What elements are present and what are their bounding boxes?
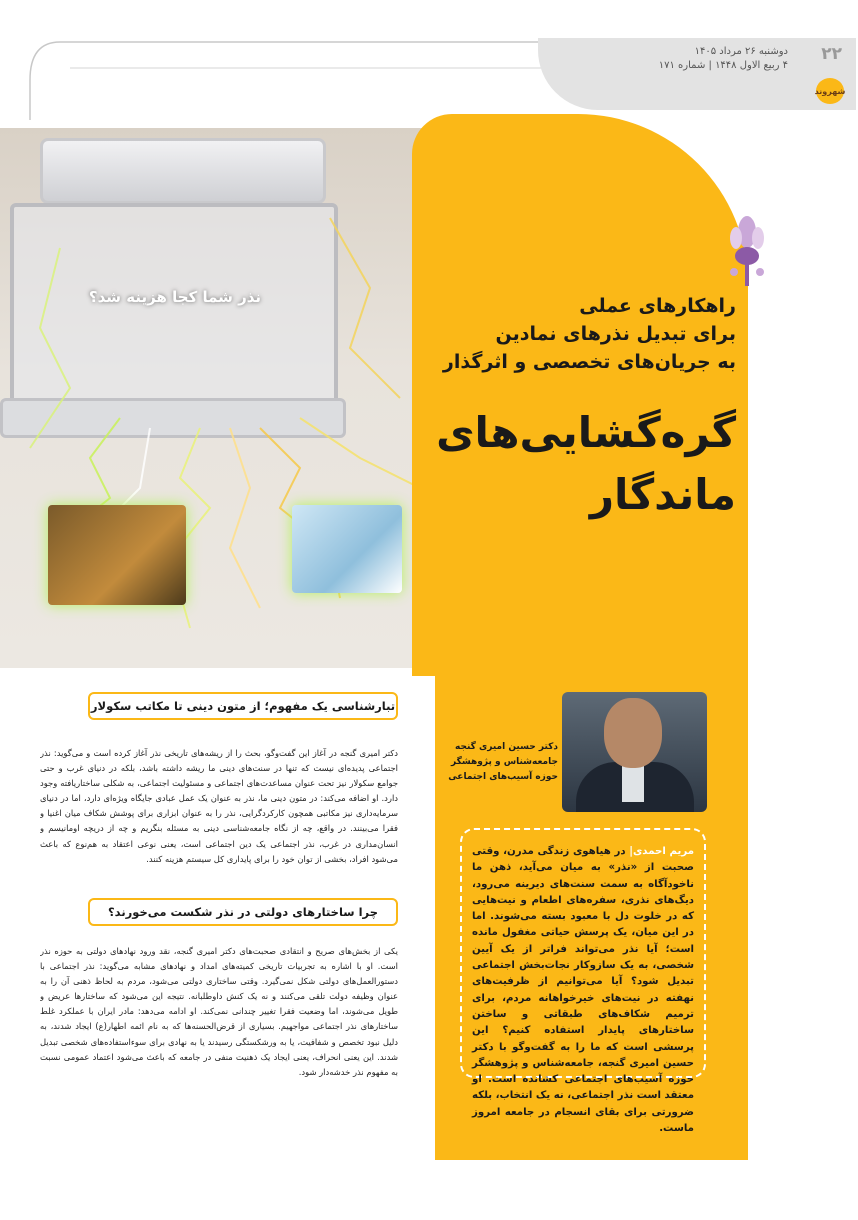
header-decorative-curve bbox=[20, 30, 580, 120]
title-panel bbox=[412, 114, 748, 676]
article-headline bbox=[436, 402, 736, 526]
headline-line: ماندگار bbox=[589, 470, 736, 519]
section-heading-text: تبارشناسی یک مفهوم؛ از متون دینی تا مکاتب سکولار bbox=[90, 699, 396, 713]
logo-text: شهروند bbox=[814, 86, 846, 96]
page-number: ۲۲ bbox=[821, 44, 842, 64]
publication-logo bbox=[816, 78, 844, 104]
article-subtitle bbox=[436, 292, 736, 376]
portrait-shirt bbox=[622, 764, 644, 802]
interviewee-role: جامعه‌شناس و پژوهشگر bbox=[451, 757, 558, 767]
lead-text: در هیاهوی زندگی مدرن، وقتی صحبت از «نذر» به میان می‌آید، ذهن ما ناخودآگاه به سمت سنت‌های دیرینه می‌رود، دیگ‌های نذری، سفره‌های اطعام و نیت‌هایی که در خلوت دل با معبود بسته می‌شوند. اما در این میان، یک پرسش حیاتی مغفول مانده است؛ آیا نذر می‌تواند فراتر از یک آیین شخصی، به یک سازوکار نجات‌بخش اجتماعی تبدیل شود؟ آیا می‌توانیم از ظرفیت‌های نهفته در نیت‌های خیرخواهانه مردم، برای ترمیم شکاف‌های طبقاتی و ساختن ساختارهای پایدار استفاده کنیم؟ این پرسشی است که ما را به گفت‌وگو با دکتر حسین امیری گنجه، جامعه‌شناس و پژوهشگر حوزه آسیب‌های اجتماعی کشانده است. او معتقد است نذر اجتماعی، نه یک انتخاب، بلکه ضرورتی برای بقای انسجام در جامعه امروز ماست. bbox=[471, 846, 694, 1135]
section-heading-state-structures bbox=[88, 898, 398, 926]
floral-ornament-icon bbox=[722, 212, 772, 290]
interviewee-portrait bbox=[562, 692, 707, 812]
section-body-genealogy: دکتر امیری گنجه در آغاز این گفت‌وگو، بحث را از ریشه‌های تاریخی نذر آغاز کرده است و می‌گوید: نذر اجتماعی پدیده‌ای نیست که تنها در سنت‌های دینی ما ریشه داشته باشد، بلکه در دنیای غرب و حتی جوامع سکولار نیز تحت عنوان مساعدت‌های اجتماعی و مسئولیت اجتماعی، به شکلی ساختاریافته وجود دارد. او اضافه می‌کند: در متون دینی ما، نذر به عنوان یک عمل عبادی جایگاه ویژه‌ای دارد، اما در دنیای سرمایه‌داری نیز مکاتبی همچون کارکردگرایی، نذر را به عنوان ابزاری برای پوشش شکاف میان اغنیا و فقرا می‌بینند. در واقع، چه از نگاه جامعه‌شناسی دینی به مسئله بنگریم و چه از دریچه اومانیسم و انسان‌مداری در غرب، نذر اجتماعی یک دین اجتماعی است، یعنی نوعی اعتقاد به هم‌نوع که باعث می‌شود افراد، بخشی از توان خود را برای پایداری کل سیستم هزینه کنند. bbox=[40, 748, 398, 864]
subtitle-line: به جریان‌های تخصصی و اثرگذار bbox=[442, 351, 736, 373]
section-heading-text: چرا ساختارهای دولتی در نذر شکست می‌خورند؟ bbox=[108, 905, 378, 919]
page-bottom-margin bbox=[0, 1160, 858, 1220]
box-caption: نذر شما کجا هزینه شد؟ bbox=[88, 288, 262, 306]
artisan-woman-photo bbox=[48, 505, 186, 605]
section-heading-genealogy bbox=[88, 692, 398, 720]
issue-number: ۴ ربیع الاول ۱۴۴۸ | شماره ۱۷۱ bbox=[658, 60, 788, 71]
lead-paragraph bbox=[472, 844, 694, 1137]
issue-date: دوشنبه ۲۶ مرداد ۱۴۰۵ bbox=[694, 46, 788, 57]
lead-box bbox=[460, 828, 706, 1135]
interviewee-field: حوزه آسیب‌های اجتماعی bbox=[448, 772, 558, 782]
subtitle-line: برای تبدیل نذرهای نمادین bbox=[495, 323, 736, 345]
headline-line: گره‌گشایی‌های bbox=[436, 408, 736, 457]
section-body-state-structures: یکی از بخش‌های صریح و انتقادی صحبت‌های دکتر امیری گنجه، نقد ورود نهادهای دولتی به حوزه نذر است. او با اشاره به تجربیات تاریخی کمیته‌های امداد و نهادهای مشابه می‌گوید: نذر اجتماعی با دستورالعمل‌های دولتی شکل نمی‌گیرد. وقتی ساختاری دولتی می‌شود، مردم به لحاظ ذهنی آن را به عنوان وظیفه دولت تلقی می‌کنند و نه یک کنش داوطلبانه. نتیجه این می‌شود که ساختارها عریض و طویل می‌شوند، اما وضعیت فقرا تغییر چندانی نمی‌کند. او ادامه می‌دهد: مادر ایران با عملکرد غلط ساختارهای نذر اجتماعی مواجهیم. بسیاری از قرض‌الحسنه‌ها که به نام ائمه اطهار(ع) ایجاد شدند، به دلیل نبود تخصص و شفافیت، یا به ورشکستگی رسیدند یا به نهادی برای سوءاستفاده‌های شخصی تبدیل شدند. این یعنی انحراف، یعنی ایجاد یک ذهنیت منفی در جامعه که باعث می‌شود اعتماد عمومی نسبت به مفهوم نذر خدشه‌دار شود. bbox=[40, 946, 398, 1077]
lead-author: مریم احمدی| bbox=[629, 846, 694, 857]
interviewee-caption bbox=[448, 740, 558, 785]
hospital-patient-photo bbox=[292, 505, 402, 593]
portrait-face bbox=[604, 698, 662, 768]
interviewee-name: دکتر حسین امیری گنجه bbox=[455, 742, 558, 752]
subtitle-line: راهکارهای عملی bbox=[579, 295, 736, 317]
